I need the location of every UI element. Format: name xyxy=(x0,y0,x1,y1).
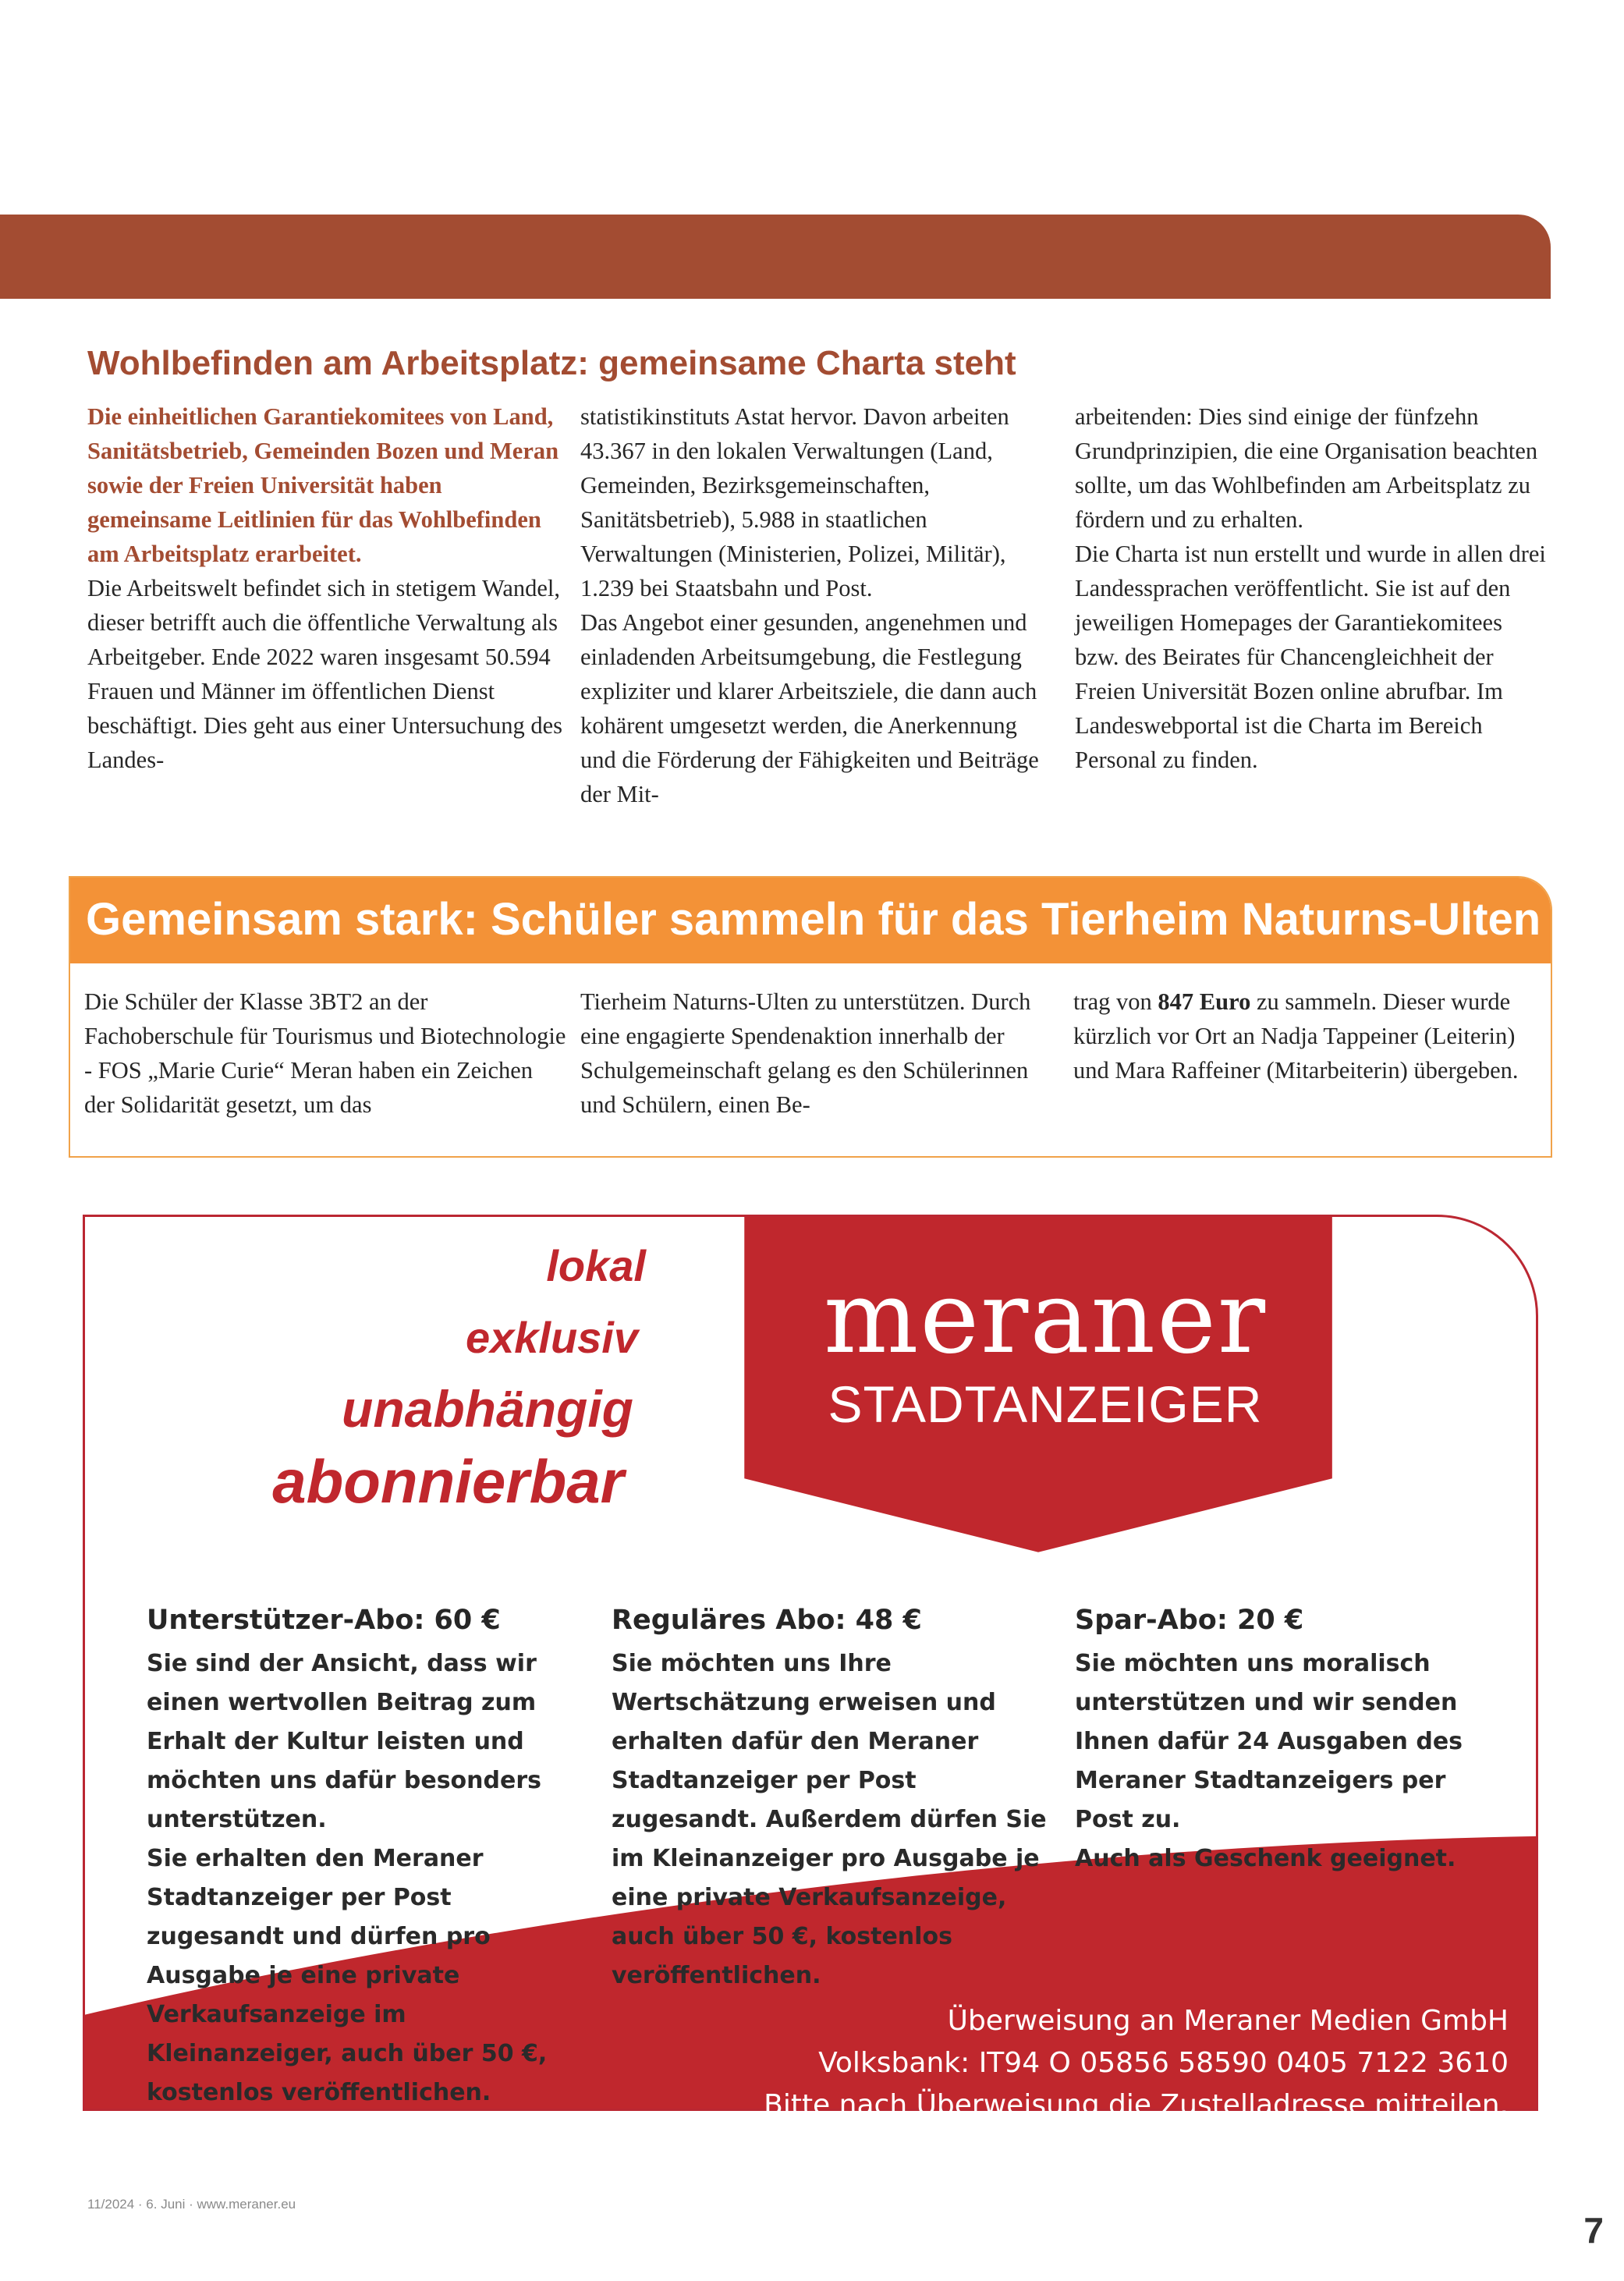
article2-col2-text: Tierheim Naturns-Ulten zu unterstützen. Durch eine engagierte Spendenaktion innerhalb der Schulgemeinschaft gelang es den Schülerinnen und Schülern, einen Be- xyxy=(580,988,1031,1118)
article1-column-2 xyxy=(580,399,1053,811)
abo-regular xyxy=(612,1601,1048,1995)
article2-column-1 xyxy=(84,984,568,1122)
article2-column-3 xyxy=(1073,984,1549,1087)
article1-col1-body: Die Arbeitswelt befindet sich in stetigem Wandel, dieser betrifft auch die öffentliche Verwaltung als Arbeitgeber. Ende 2022 waren insgesamt 50.594 Frauen und Männer im öffentlichen Dienst beschäftigt. Dies geht aus einer Untersuchung des Landes- xyxy=(87,575,562,773)
donation-amount: 847 Euro xyxy=(1158,988,1251,1015)
article2-col1-text: Die Schüler der Klasse 3BT2 an der Fachoberschule für Tourismus und Biotechnologie - FOS „Marie Curie“ Meran haben ein Zeichen der Solidarität gesetzt, um das xyxy=(84,988,566,1118)
abo-saver-text: Sie möchten uns moralisch unterstützen und wir senden Ihnen dafür 24 Ausgaben des Meraner Stadtanzeigers per Post zu. xyxy=(1075,1650,1463,1833)
slogan-unabhaengig: unabhängig xyxy=(342,1380,633,1438)
abo-supporter-title: Unterstützer-Abo: 60 € xyxy=(147,1605,501,1636)
article1-col3-p2: Die Charta ist nun erstellt und wurde in allen drei Landessprachen veröffentlicht. Sie ist auf den jeweiligen Homepages der Garantiekomitees bzw. des Beirates für Chancengleichheit der Freien Universität Bozen online abrufbar. Im Landeswebportal ist die Charta im Bereich Personal zu finden. xyxy=(1075,541,1546,773)
payment-recipient: Überweisung an Meraner Medien GmbH xyxy=(947,2005,1509,2037)
article1-headline: Wohlbefinden am Arbeitsplatz: gemeinsame Charta steht xyxy=(87,344,1016,382)
slogan-abonnierbar: abonnierbar xyxy=(272,1447,624,1516)
payment-iban: Volksbank: IT94 O 05856 58590 0405 7122 3610 xyxy=(818,2047,1509,2079)
abo-saver xyxy=(1075,1601,1512,1878)
abo-supporter-text-2: Sie erhalten den Meraner Stadtanzeiger per Post zugesandt und dürfen pro Ausgabe je eine private Verkaufsanzeige im Kleinanzeiger, auch über 50 €, kostenlos veröffentlichen. xyxy=(147,1845,548,2106)
slogan-exklusiv: exklusiv xyxy=(465,1313,638,1362)
article1-lead: Die einheitlichen Garantiekomitees von Land, Sanitätsbetrieb, Gemeinden Bozen und Meran sowie der Freien Universität haben gemeinsame Leitlinien für das Wohlbefinden am Arbeitsplatz erarbeitet. xyxy=(87,403,559,567)
article2-column-2 xyxy=(580,984,1053,1122)
article2-col3-after: zu sammeln. Dieser wurde kürzlich vor Ort an Nadja Tappeiner (Leiterin) und Mara Raffeiner (Mitarbeiterin) übergeben. xyxy=(1073,988,1519,1084)
abo-regular-title: Reguläres Abo: 48 € xyxy=(612,1605,922,1636)
article2-headline: Gemeinsam stark: Schüler sammeln für das Tierheim Naturns-Ulten xyxy=(86,894,1541,945)
article2-header-bar xyxy=(70,878,1551,963)
abo-regular-text: Sie möchten uns Ihre Wertschätzung erweisen und erhalten dafür den Meraner Stadtanzeiger per Post zugesandt. Außerdem dürfen Sie im Kleinanzeiger pro Ausgabe je eine private Verkaufsanzeige, auch über 50 €, kostenlos veröffentlichen. xyxy=(612,1650,1047,1989)
logo-meraner: meraner xyxy=(824,1260,1267,1376)
footer-issue-info: 11/2024 · 6. Juni · www.meraner.eu xyxy=(87,2197,296,2212)
abo-saver-title: Spar-Abo: 20 € xyxy=(1075,1605,1304,1636)
logo-stadtanzeiger: STADTANZEIGER xyxy=(828,1375,1263,1433)
abo-saver-text-2: Auch als Geschenk geeignet. xyxy=(1075,1845,1456,1872)
top-banner xyxy=(0,215,1551,299)
abo-supporter-text: Sie sind der Ansicht, dass wir einen wertvollen Beitrag zum Erhalt der Kultur leisten und möchten uns dafür besonders unterstützen. xyxy=(147,1650,542,1833)
article1-col3-p1: arbeitenden: Dies sind einige der fünfzehn Grundprinzipien, die eine Organisation beachten sollte, um das Wohlbefinden am Arbeitsplatz zu fördern und zu erhalten. xyxy=(1075,403,1538,533)
article1-column-1 xyxy=(87,399,563,777)
article1-column-3 xyxy=(1075,399,1551,777)
page-number: 7 xyxy=(1583,2210,1604,2251)
article2-col3-before: trag von xyxy=(1073,988,1158,1015)
article1-col2-p1: statistikinstituts Astat hervor. Davon arbeiten 43.367 in den lokalen Verwaltungen (Land, Gemeinden, Bezirksgemeinschaften, Sanitätsbetrieb), 5.988 in staatlichen Verwaltungen (Ministerien, Polizei, Militär), 1.239 bei Staatsbahn und Post. xyxy=(580,403,1009,601)
abo-supporter xyxy=(147,1601,583,2112)
slogan-lokal: lokal xyxy=(546,1241,646,1290)
payment-note: Bitte nach Überweisung die Zustelladresse mitteilen. xyxy=(764,2089,1509,2121)
article2-col3-text xyxy=(1073,984,1549,1087)
article1-col2-p2: Das Angebot einer gesunden, angenehmen und einladenden Arbeitsumgebung, die Festlegung expliziter und klarer Arbeitsziele, die dann auch kohärent umgesetzt werden, die Anerkennung und die Förderung der Fähigkeiten und Beiträge der Mit- xyxy=(580,609,1039,807)
